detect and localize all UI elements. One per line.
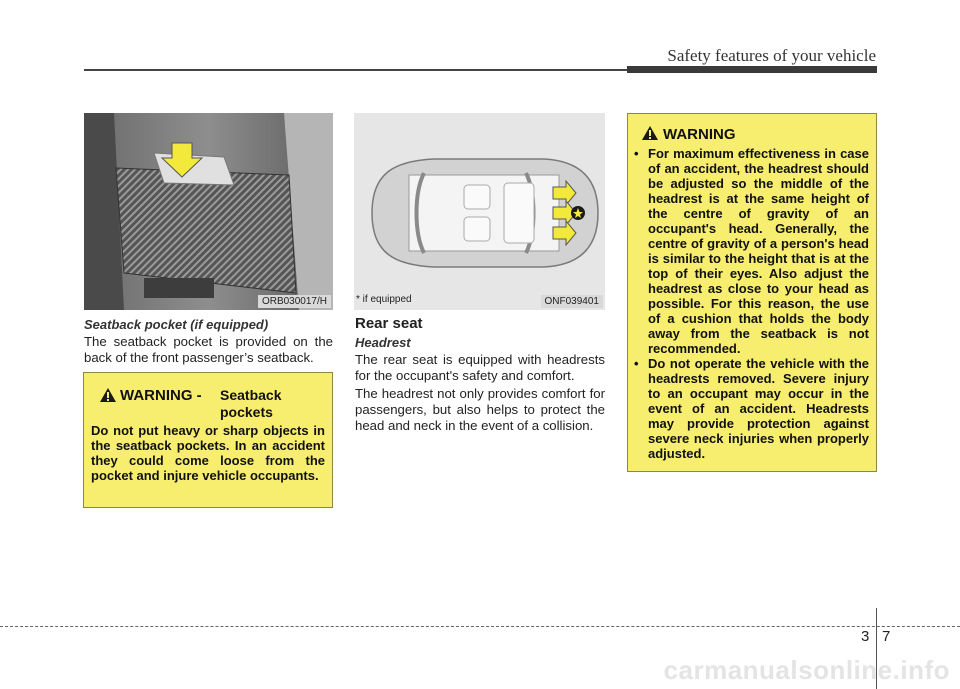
watermark: carmanualsonline.info [663, 655, 950, 685]
seatback-pocket-text: The seatback pocket is provided on the back of the front passenger’s seatback. [84, 334, 333, 365]
car-top-view-illustration [354, 113, 605, 310]
warning-triangle-icon [641, 125, 659, 141]
warning-label: WARNING [663, 126, 736, 143]
seatback-pocket-warning [83, 372, 333, 508]
warning-label: WARNING - [120, 387, 202, 404]
warning-triangle-icon [99, 387, 117, 403]
rear-seat-figure [354, 113, 605, 310]
figure-note: * if equipped [356, 294, 412, 305]
seatback-pocket-illustration [84, 113, 333, 310]
warning-item: • Do not operate the vehicle with the headrests removed. Severe injury to an occupant may occur in the event of an accident. Headrests may provide protection against severe neck injuries when properly adjusted. [628, 356, 869, 461]
headrest-paragraph-1: The rear seat is equipped with headrests for the occupant's safety and comfort. [355, 352, 605, 383]
headrest-warning [627, 113, 877, 472]
running-header: Safety features of your vehicle [667, 46, 876, 65]
figure-code: ONF039401 [541, 295, 603, 308]
footer-rule [0, 626, 960, 627]
header-rule [84, 69, 627, 71]
warning-list [628, 146, 869, 461]
headrest-subheading: Headrest [355, 335, 411, 350]
seatback-pocket-subheading: Seatback pocket (if equipped) [84, 317, 269, 332]
header-rule-accent [627, 66, 877, 73]
page-number: 7 [882, 628, 891, 645]
headrest-paragraph-2: The headrest not only provides comfort for passengers, but also helps to protect the head and neck in the event of a collision. [355, 386, 605, 433]
warning-item: • For maximum effectiveness in case of an accident, the headrest should be adjusted so the middle of the headrest is at the same height of the centre of gravity of an occupant's head. Generally, the centre of gravity of a person's head is similar to the height that is at the top of their eyes. Also adjust the headrest as close to your head as possible. For this reason, the use of a cushion that holds the body away from the seatback is not recommended. [628, 146, 869, 356]
rear-seat-heading: Rear seat [355, 315, 423, 332]
chapter-number: 3 [861, 628, 870, 645]
photo-code: ORB030017/H [258, 295, 331, 308]
warning-topic: Seatback pockets [220, 387, 282, 420]
warning-text: Do not put heavy or sharp objects in the seatback pockets. In an accident they could come loose from the pocket and injure vehicle occupants. [91, 423, 325, 483]
seatback-pocket-photo [84, 113, 333, 310]
